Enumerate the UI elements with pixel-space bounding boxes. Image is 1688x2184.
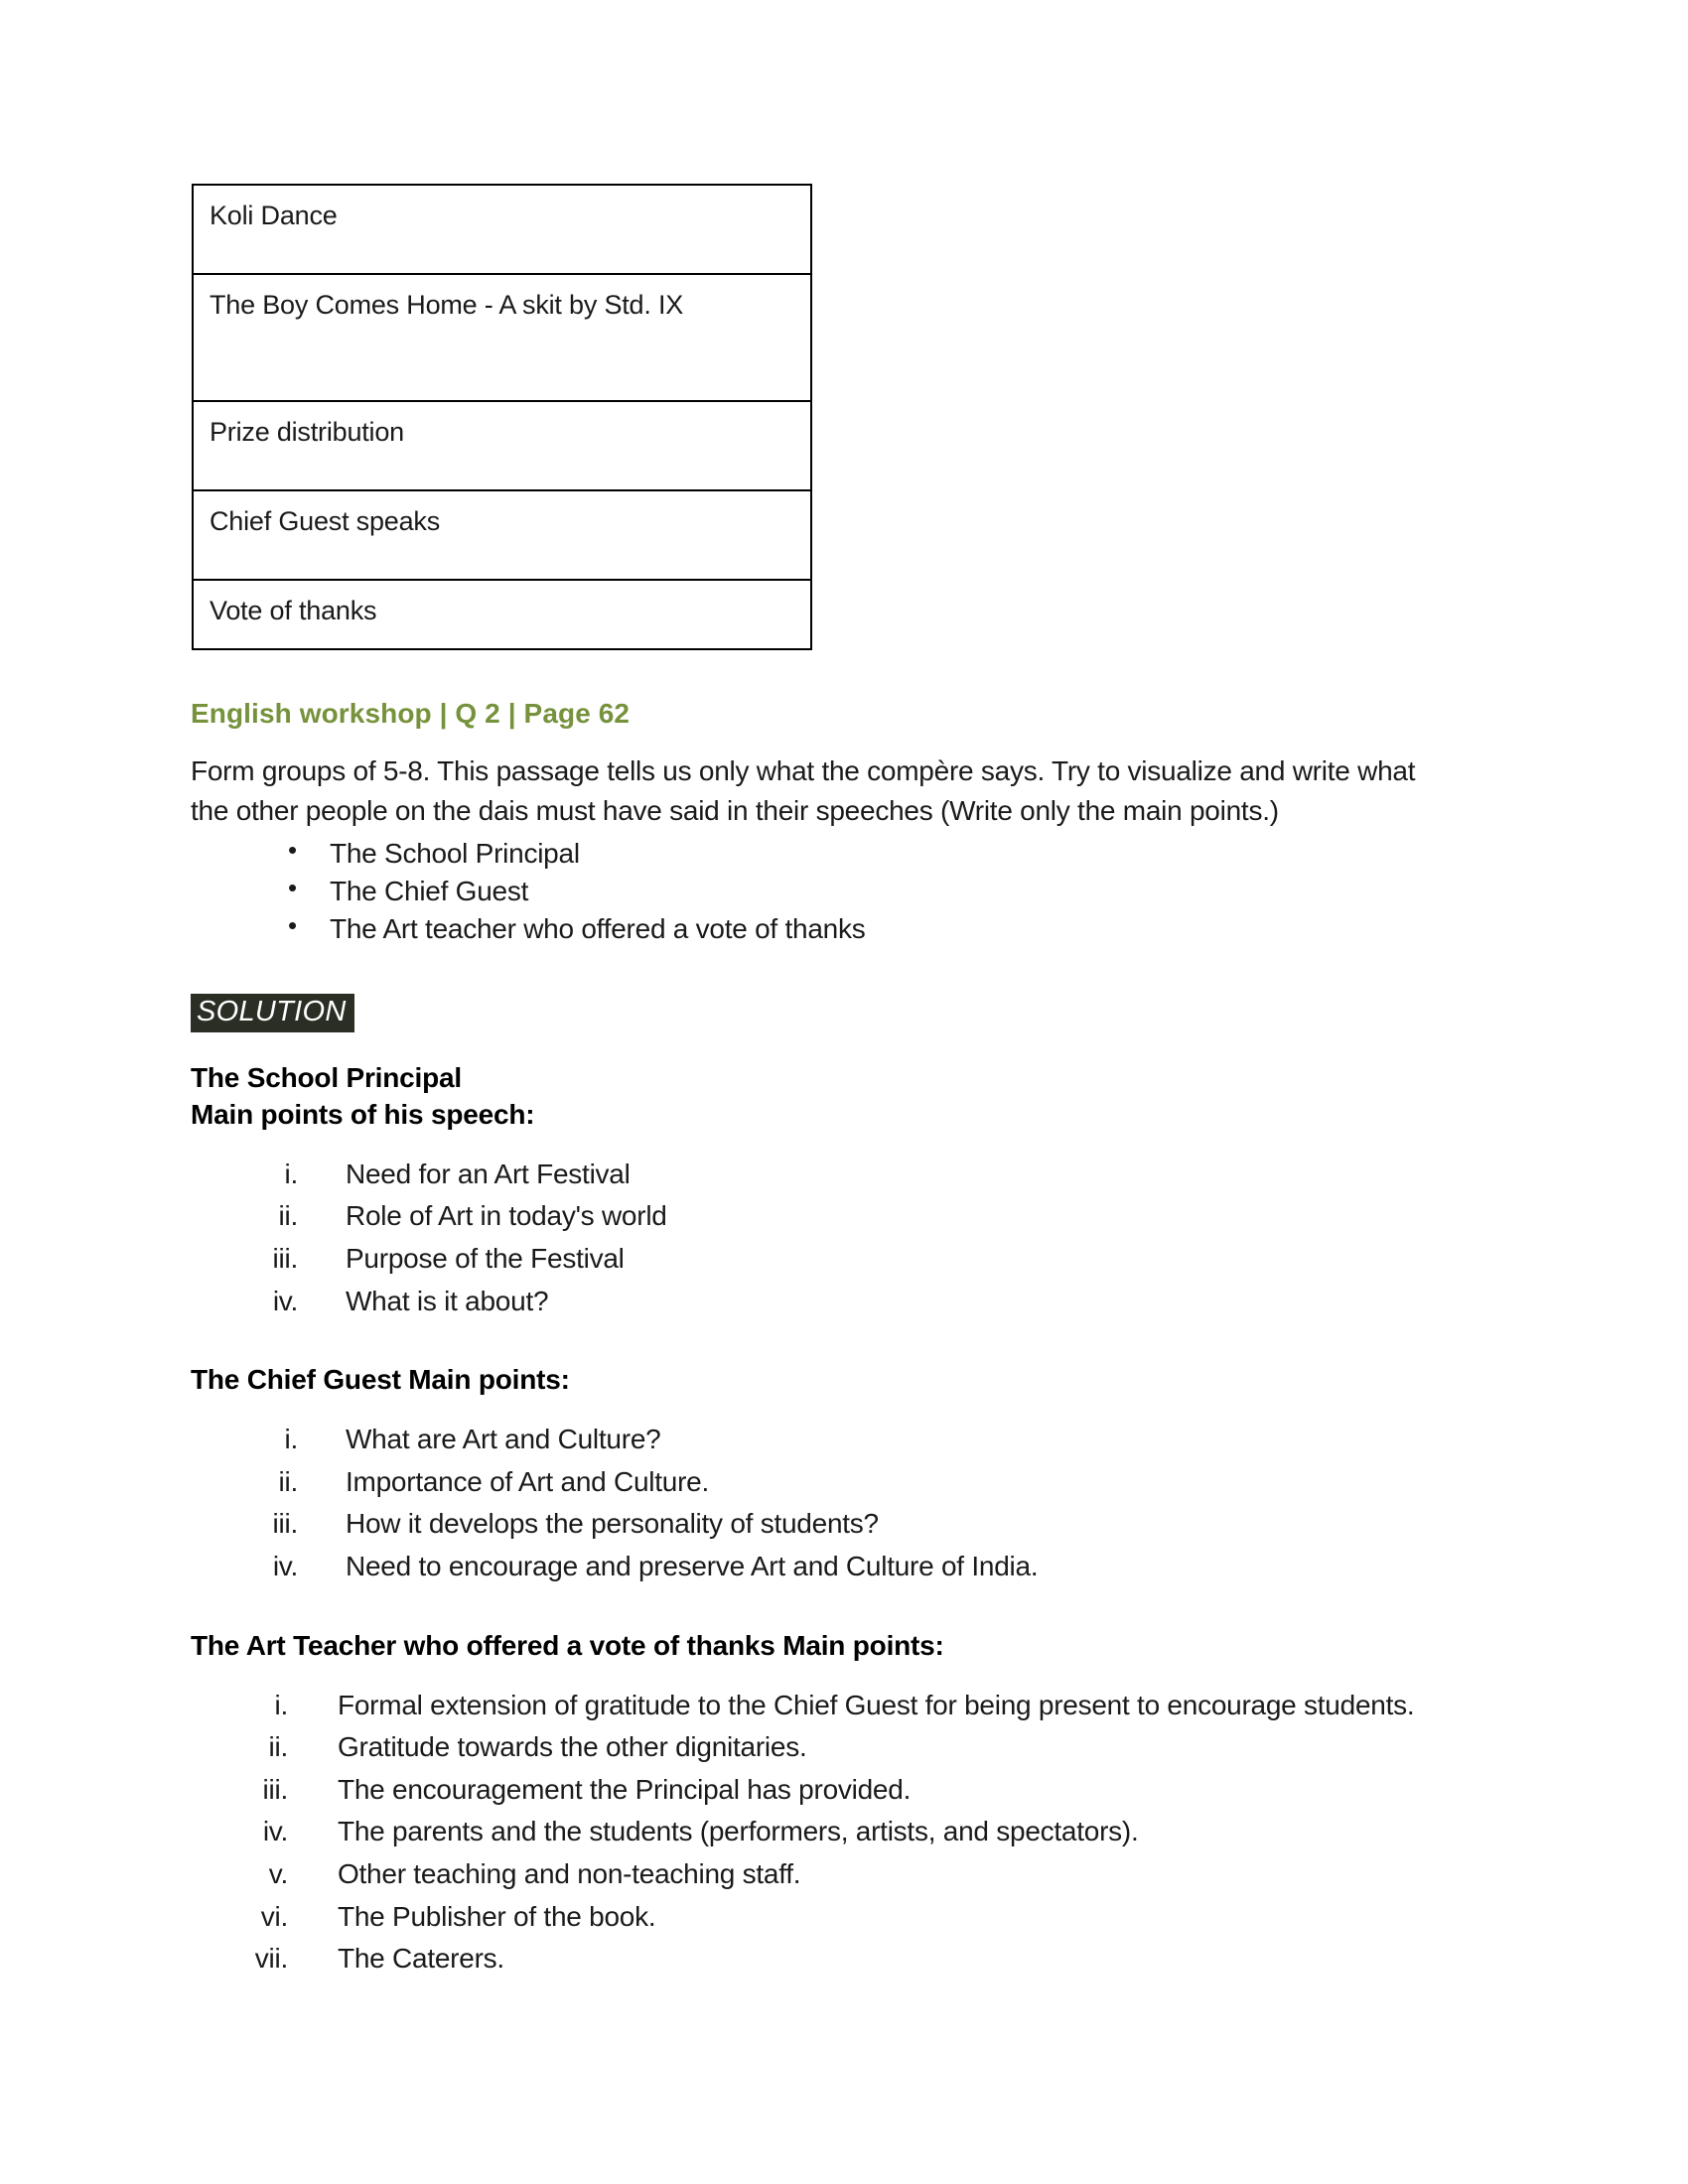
principal-points-list — [189, 1156, 1499, 1321]
list-item: Need to encourage and preserve Art and Culture of India. — [346, 1550, 1039, 1581]
list-item: The Caterers. — [338, 1943, 504, 1975]
list-item: How it develops the personality of students? — [346, 1508, 879, 1540]
question-text: Form groups of 5-8. This passage tells us only what the compère says. Try to visualize and write what the other people on the dais must have said in their speeches (Write only the main points.) — [191, 755, 1416, 826]
programme-table-body — [193, 185, 811, 649]
list-item: Importance of Art and Culture. — [346, 1465, 710, 1497]
list-item: • The School Principal — [288, 835, 1499, 873]
section-subtitle-principal: Main points of his speech: — [191, 1098, 535, 1130]
list-item: The parents and the students (performers, artists, and spectators). — [338, 1816, 1139, 1847]
programme-table — [192, 184, 812, 650]
table-cell: Vote of thanks — [193, 580, 811, 649]
solution-badge: SOLUTION — [191, 994, 354, 1032]
page-content — [189, 184, 1499, 1982]
table-row — [193, 185, 811, 274]
table-row — [193, 274, 811, 401]
list-item: The Publisher of the book. — [338, 1900, 656, 1932]
list-item: What is it about? — [346, 1285, 549, 1316]
list-item: • The Chief Guest — [288, 873, 1499, 910]
table-row — [193, 401, 811, 490]
solution-badge-wrap — [191, 994, 1499, 1032]
art-teacher-points-list — [189, 1687, 1499, 1979]
section-title-principal: The School Principal — [191, 1061, 462, 1093]
list-item: The encouragement the Principal has provided. — [338, 1773, 912, 1805]
list-item: Purpose of the Festival — [346, 1242, 625, 1274]
list-item: Need for an Art Festival — [346, 1158, 631, 1189]
chief-guest-points-list — [189, 1421, 1499, 1586]
table-cell: Koli Dance — [193, 185, 811, 274]
question-bullet-list — [189, 835, 1499, 948]
section-title-chief-guest: The Chief Guest Main points: — [191, 1364, 570, 1396]
list-item: Role of Art in today's world — [346, 1200, 667, 1232]
list-item: Gratitude towards the other dignitaries. — [338, 1731, 807, 1763]
list-item: What are Art and Culture? — [346, 1424, 661, 1455]
section-title-art-teacher: The Art Teacher who offered a vote of thanks Main points: — [191, 1629, 944, 1661]
table-cell: Chief Guest speaks — [193, 490, 811, 580]
table-row — [193, 490, 811, 580]
question-heading: English workshop | Q 2 | Page 62 — [191, 698, 631, 729]
list-item: Other teaching and non-teaching staff. — [338, 1858, 801, 1890]
table-cell: Prize distribution — [193, 401, 811, 490]
list-item: • The Art teacher who offered a vote of thanks — [288, 910, 1499, 948]
table-cell: The Boy Comes Home - A skit by Std. IX — [193, 274, 811, 401]
table-row — [193, 580, 811, 649]
list-item: Formal extension of gratitude to the Chief Guest for being present to encourage students. — [338, 1689, 1415, 1720]
